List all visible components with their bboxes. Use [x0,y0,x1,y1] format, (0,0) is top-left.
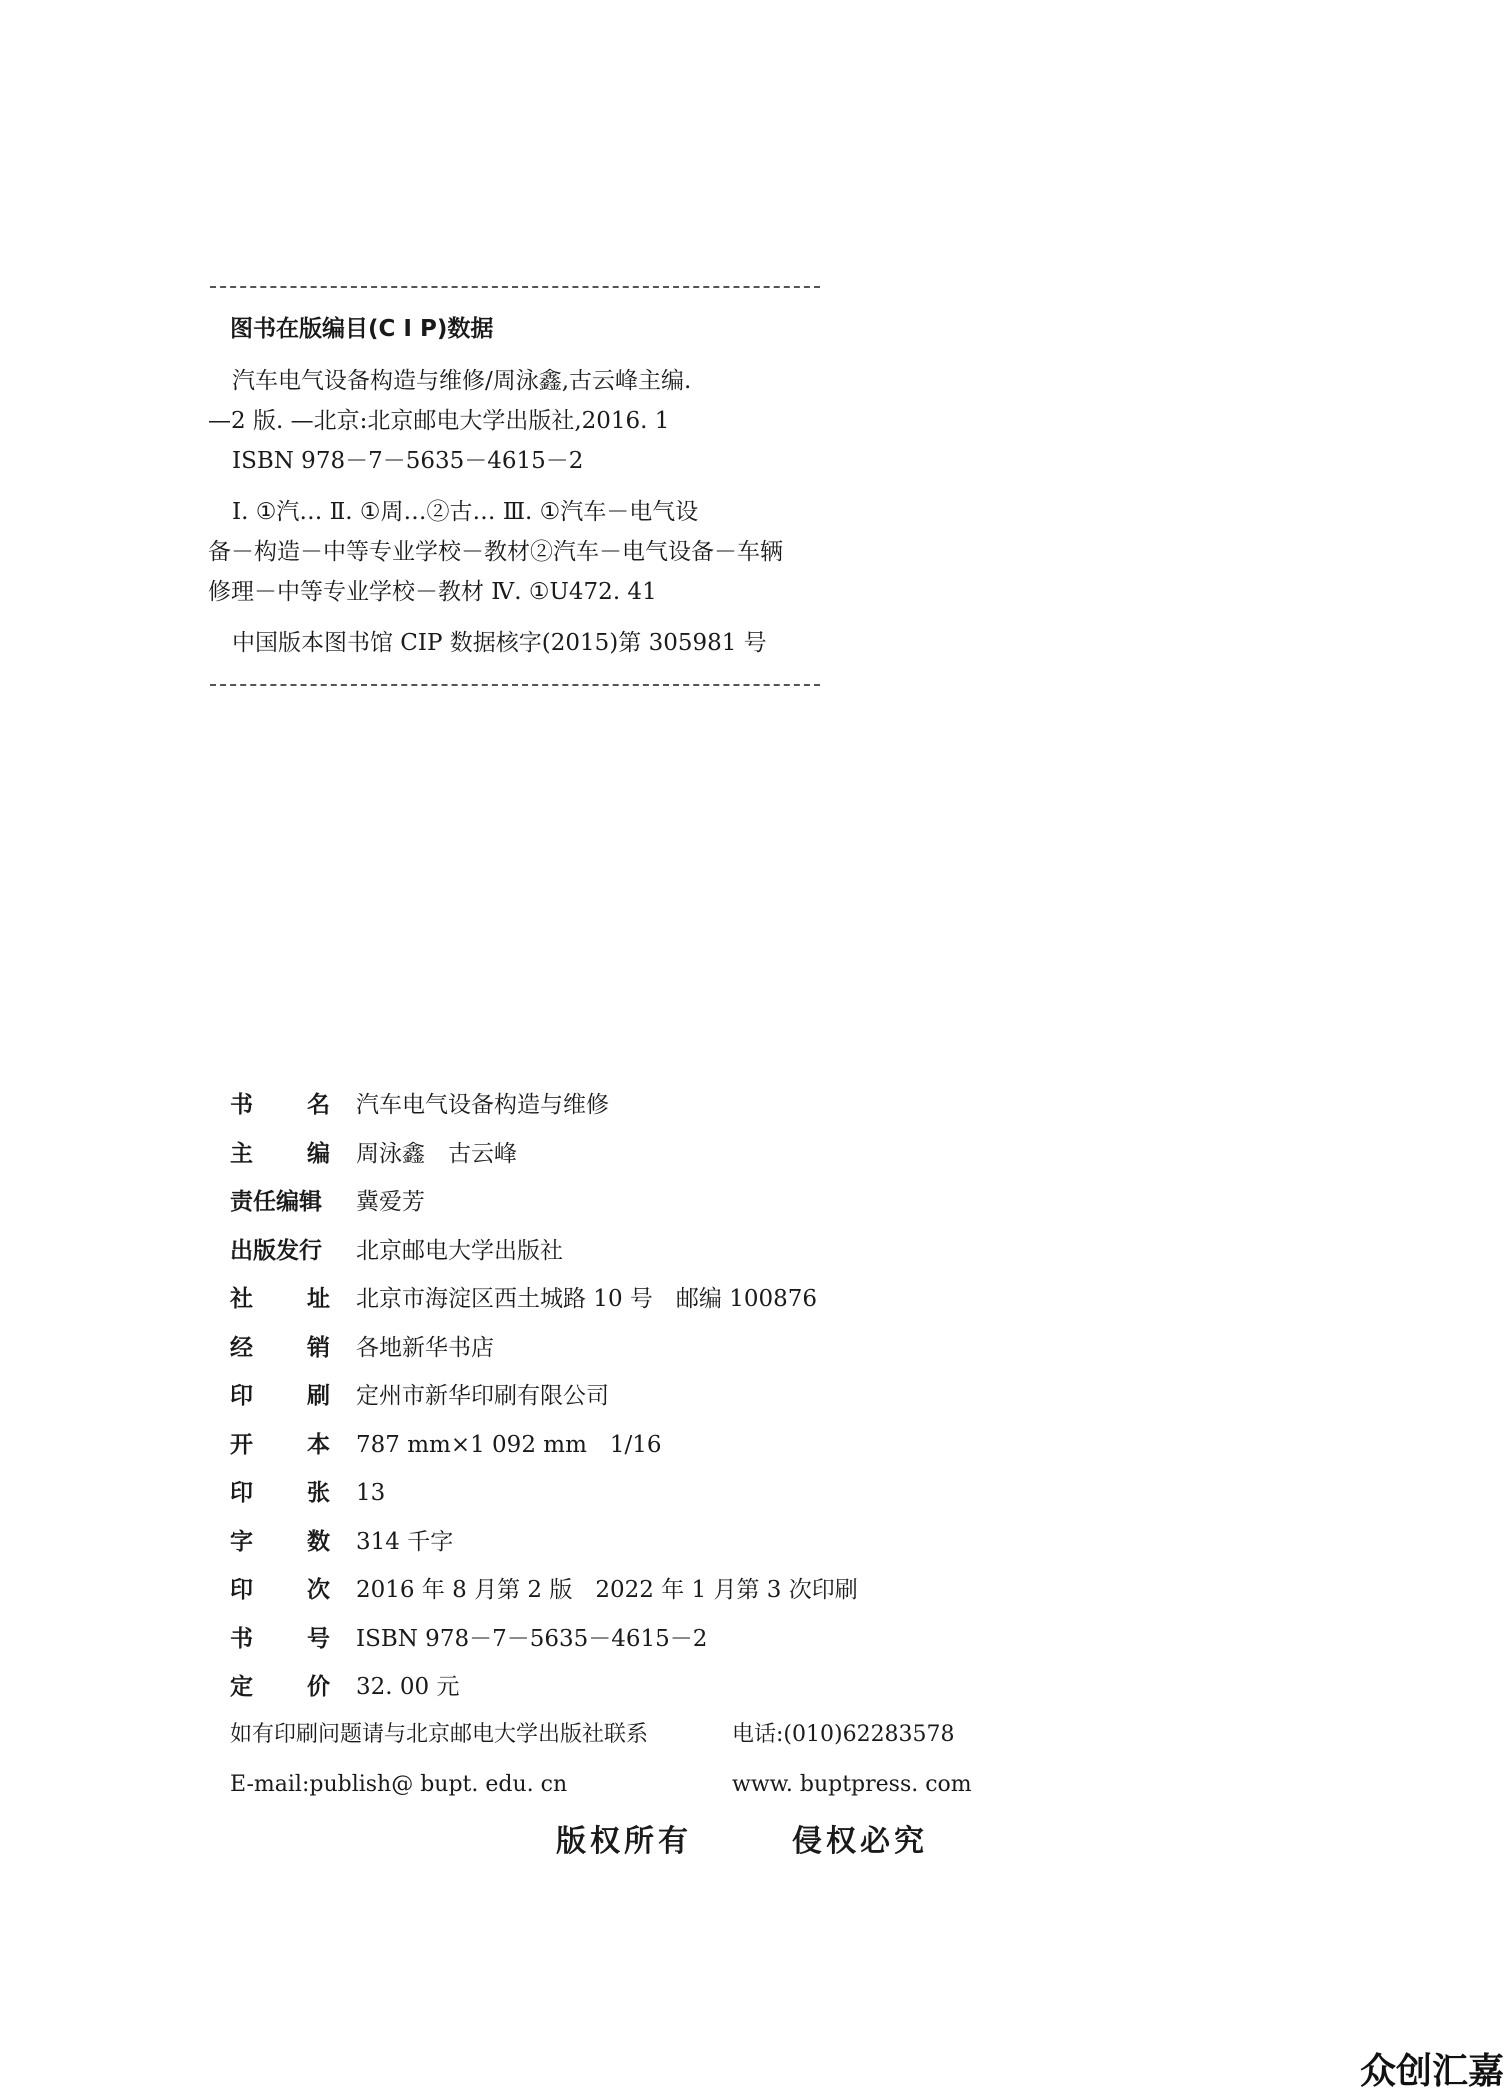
info-label-part: 价 [307,1674,330,1700]
info-label-part: 出版发行 [230,1237,322,1264]
info-label-part: 印 [230,1480,253,1506]
cip-line-4: Ⅰ. ①汽… Ⅱ. ①周…②古… Ⅲ. ①汽车－电气设 [232,499,699,525]
info-label [230,1235,330,1267]
info-label-part: 编 [307,1140,330,1167]
cip-line-7: 中国版本图书馆 CIP 数据核字(2015)第 305981 号 [232,630,767,656]
info-value: 北京邮电大学出版社 [356,1237,563,1264]
rights-reserved: 版权所有 [556,1824,692,1859]
info-label-part: 数 [307,1528,330,1555]
info-label [230,1671,330,1703]
info-value: 周泳鑫 古云峰 [356,1140,517,1167]
info-value: 787 mm×1 092 mm 1/16 [356,1431,662,1458]
info-label-part: 址 [307,1286,330,1312]
info-value: 冀爱芳 [356,1189,425,1215]
info-label-part: 张 [307,1480,330,1506]
info-label-part: 主 [230,1140,253,1167]
cip-line-3: ISBN 978－7－5635－4615－2 [232,448,584,474]
info-value: 32. 00 元 [356,1674,460,1700]
contact-email: E-mail:publish@ bupt. edu. cn [230,1772,568,1797]
cip-line-5: 备－构造－中等专业学校－教材②汽车－电气设备－车辆 [208,539,783,565]
info-label-part: 书 [230,1092,253,1118]
contact-text: 如有印刷问题请与北京邮电大学出版社联系 [230,1722,649,1747]
info-label-part: 名 [307,1092,330,1118]
cip-line-1: 汽车电气设备构造与维修/周泳鑫,古云峰主编. [232,368,692,394]
cip-bottom-divider [210,684,820,686]
info-label-part: 责任编辑 [230,1189,322,1215]
info-value: 定州市新华印刷有限公司 [356,1383,609,1409]
info-label [230,1138,330,1170]
info-label [230,1623,330,1655]
info-label-part: 经 [230,1334,253,1361]
info-label-part: 定 [230,1674,253,1700]
info-label-part: 销 [307,1334,330,1361]
info-label-part: 印 [230,1383,253,1409]
info-label [230,1089,330,1121]
info-label [230,1526,330,1558]
info-label-part: 书 [230,1625,253,1652]
info-value: 2016 年 8 月第 2 版 2022 年 1 月第 3 次印刷 [356,1577,858,1603]
info-value: 各地新华书店 [356,1334,494,1361]
info-label-part: 号 [307,1625,330,1652]
info-label-part: 社 [230,1286,253,1312]
info-value: ISBN 978－7－5635－4615－2 [356,1625,708,1652]
contact-phone: 电话:(010)62283578 [732,1722,955,1747]
info-value: 314 千字 [356,1528,454,1555]
piracy-warning: 侵权必究 [792,1824,928,1859]
info-label-part: 开 [230,1431,253,1458]
cip-title: 图书在版编目(C I P)数据 [230,316,494,342]
info-label-part: 刷 [307,1383,330,1409]
info-label [230,1380,330,1412]
info-value: 北京市海淀区西土城路 10 号 邮编 100876 [356,1286,817,1312]
info-value: 13 [356,1480,386,1506]
watermark-logo: 众创汇嘉 [1359,2051,1504,2092]
info-value: 汽车电气设备构造与维修 [356,1092,609,1118]
cip-line-2: —2 版. —北京:北京邮电大学出版社,2016. 1 [208,408,670,434]
info-label [230,1332,330,1364]
info-label [230,1429,330,1461]
info-label-part: 字 [230,1528,253,1555]
cip-top-divider [210,286,820,288]
info-label-part: 本 [307,1431,330,1458]
cip-line-6: 修理－中等专业学校－教材 Ⅳ. ①U472. 41 [208,579,657,605]
info-label-part: 印 [230,1577,253,1603]
info-label [230,1477,330,1509]
info-label-part: 次 [307,1577,330,1603]
info-label [230,1186,330,1218]
info-label [230,1283,330,1315]
info-label [230,1574,330,1606]
publisher-website: www. buptpress. com [732,1772,972,1797]
